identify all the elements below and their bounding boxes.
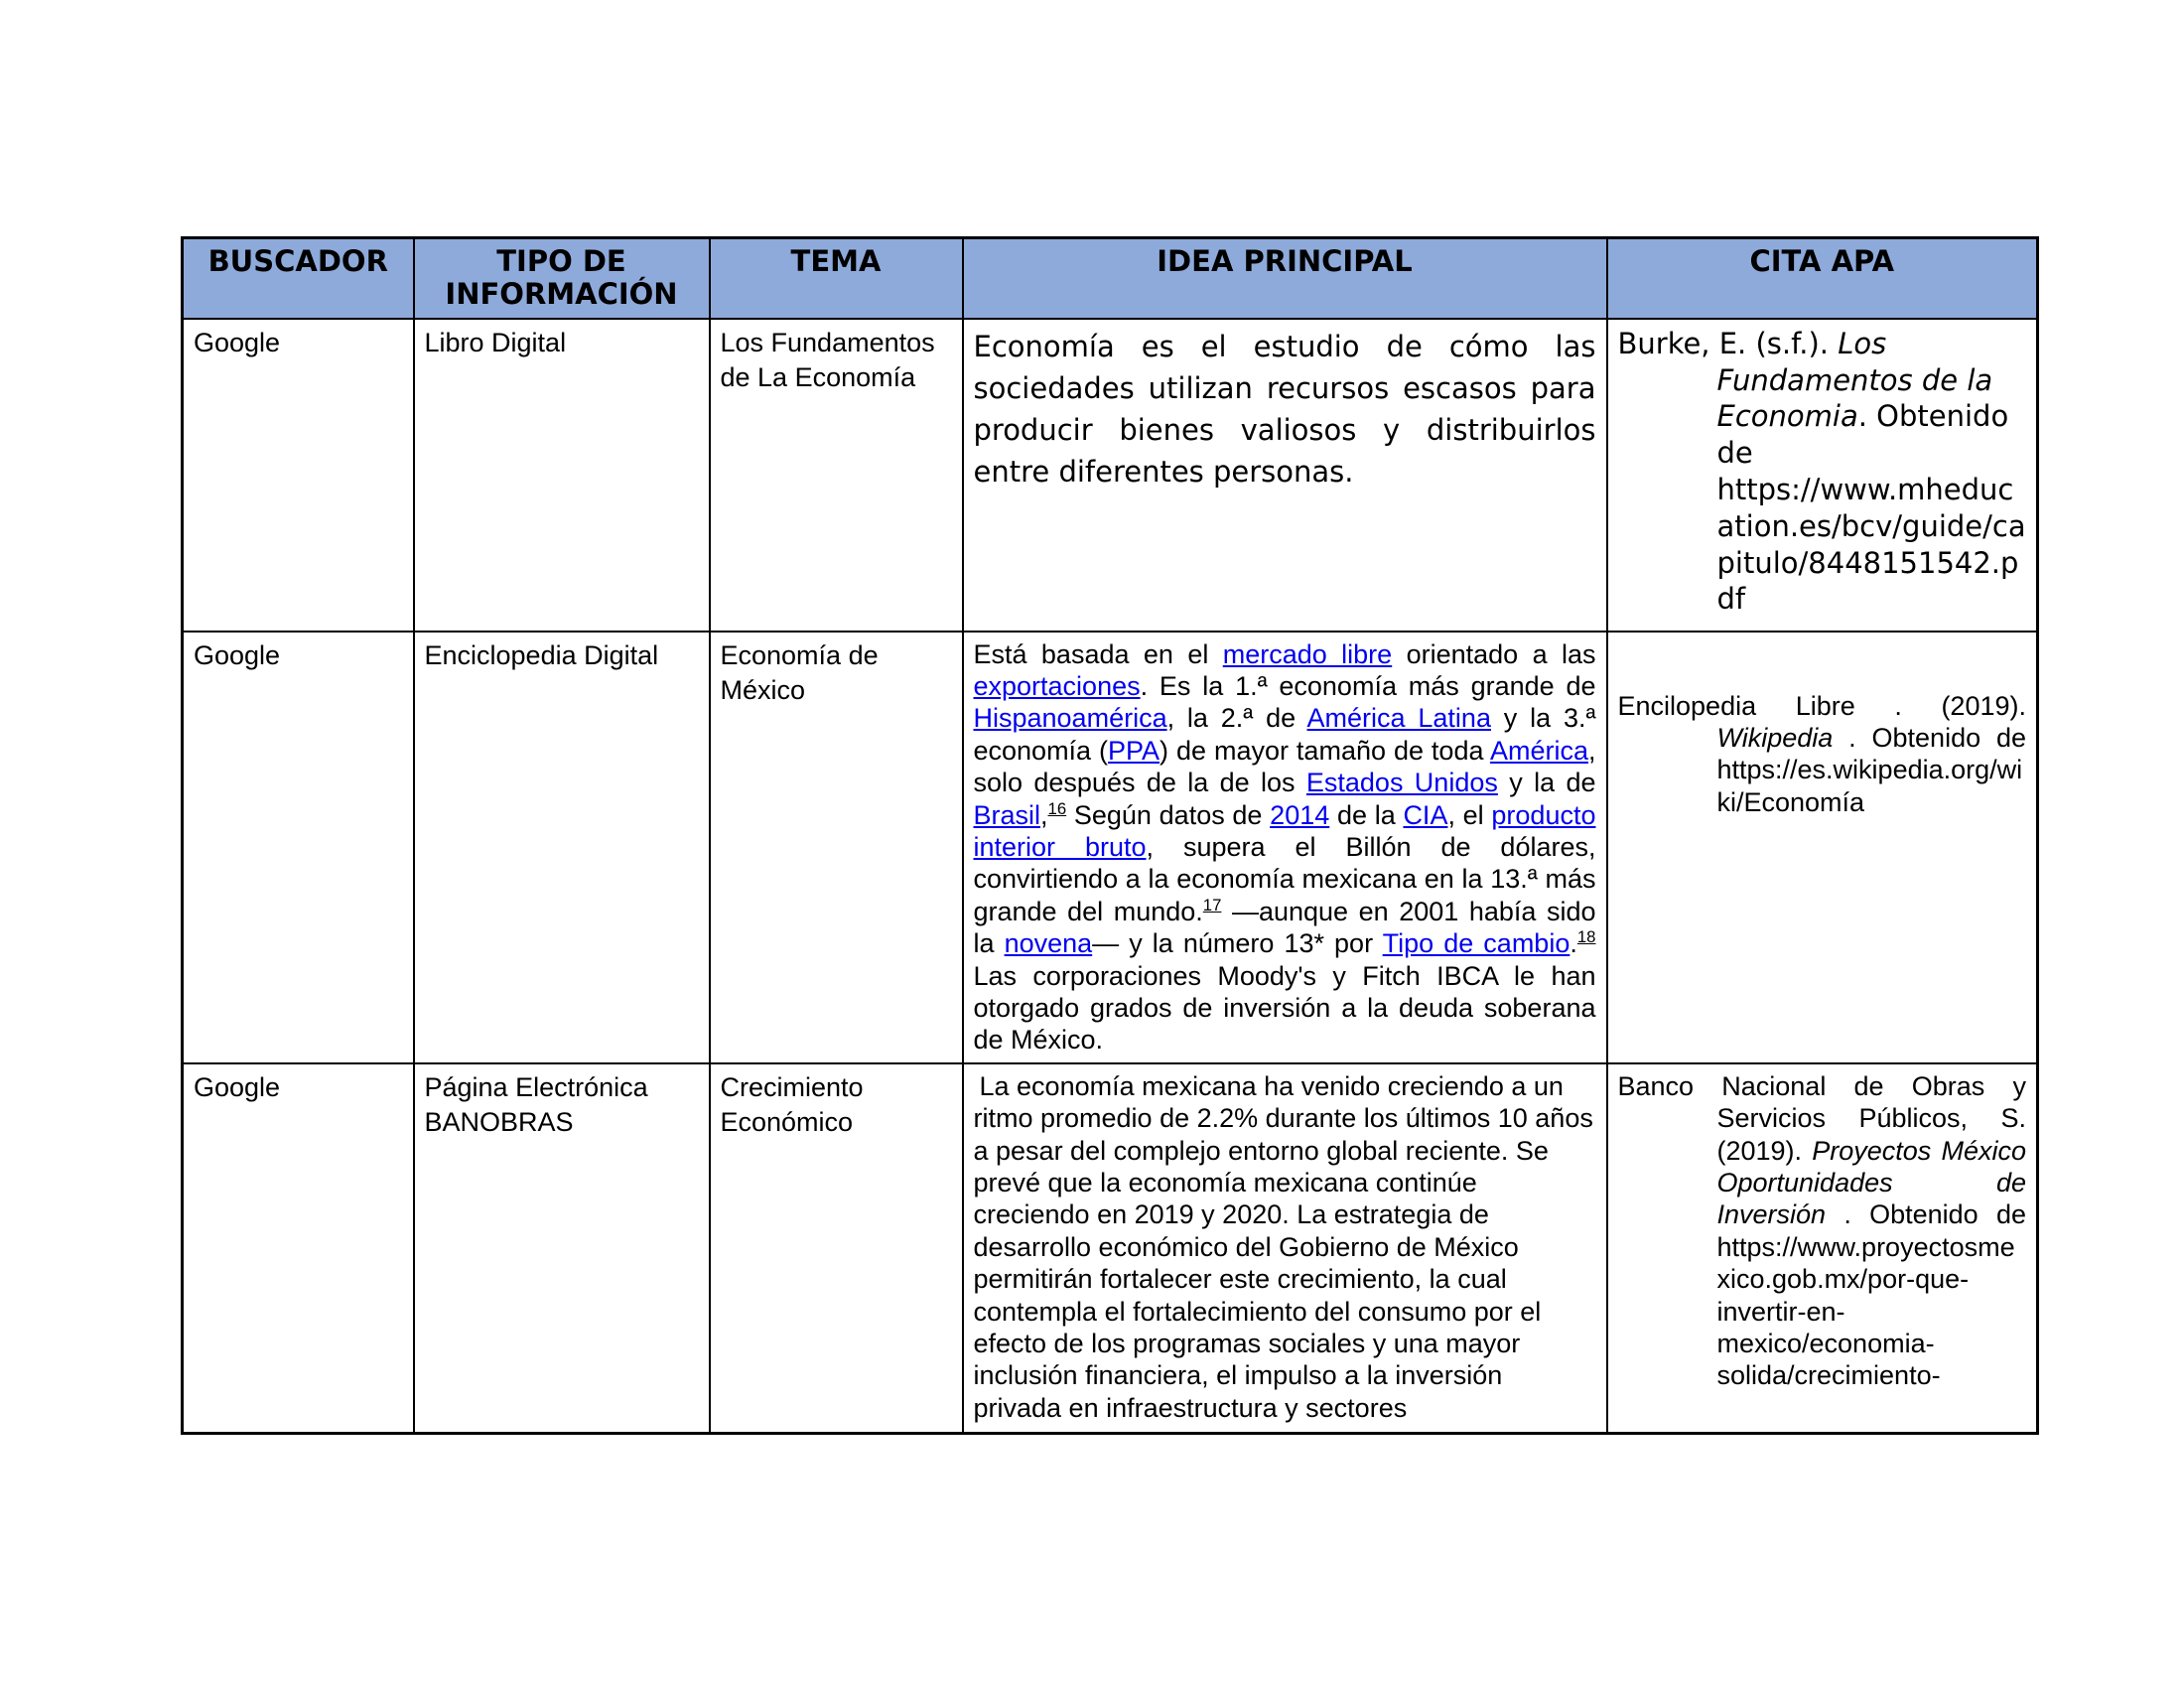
cell-buscador: Google [183,632,414,1063]
text-run: . Es la 1.ª economía más grande de [1140,671,1596,702]
table-row [183,319,2038,632]
header-row [183,238,2038,319]
apa-citation [1618,690,2027,819]
hyperlink[interactable]: Brasil [973,799,1041,830]
col-header-tema: TEMA [710,238,963,319]
idea-paragraph [974,326,1596,492]
text-run: Según datos de [1066,799,1271,830]
text-run: Encilopedia Libre . (2019). [1617,690,2026,721]
cell-buscador: Google [183,319,414,632]
text-run: y la de [1497,768,1596,798]
text-run: Economía es el estudio de cómo las sociedades utilizan recursos escasos para producir bienes valiosos y distribuirlos entre diferentes personas. [973,329,1596,489]
text-run: Está basada en el [973,638,1223,669]
hyperlink[interactable]: PPA [1108,735,1160,766]
text-run: Burke, E. (s.f.). [1617,326,1839,360]
hyperlink[interactable]: CIA [1403,799,1448,830]
text-run: — y la número 13* por [1092,928,1383,959]
cell-tipo-informacion: Libro Digital [414,319,710,632]
cell-tema: Los Fundamentos de La Economía [710,319,963,632]
text-run: La economía mexicana ha venido creciendo a un ritmo promedio de 2.2% durante los últimos 10 años a pesar del complejo entorno global reciente. Se prevé que la economía mexicana continúe creciendo en 2019 y 2020. La estrategia de desarrollo económico del Gobierno de México permitirán fortalecer este crecimiento, la cual contempla el fortalecimiento del consumo por el efecto de los programas sociales y una mayor inclusión financiera, el impulso a la inversión privada en infraestructura y sectores [973,1070,1593,1423]
text-run: Banco Nacional de Obras y Servicios Públicos, S. (2019). [1617,1070,2026,1166]
text-run: ) de mayor tamaño de toda [1160,735,1490,766]
hyperlink[interactable]: América Latina [1306,703,1491,734]
text-run: . Obtenido de https://es.wikipedia.org/wiki/Economía [1716,723,2026,817]
apa-citation [1618,326,2027,619]
cell-idea-principal [963,319,1607,632]
hyperlink[interactable]: Estados Unidos [1305,768,1498,798]
italic-title: Wikipedia [1716,723,1834,754]
text-run: , [1040,799,1048,830]
hyperlink[interactable]: Hispanoamérica [973,703,1167,734]
table-row [183,632,2038,1063]
cell-tipo-informacion: Página Electrónica BANOBRAS [414,1063,710,1434]
cell-buscador: Google [183,1063,414,1434]
apa-citation [1618,1070,2027,1392]
cell-cita-apa [1607,319,2038,632]
cell-idea-principal [963,1063,1607,1434]
text-run: . [1570,928,1577,959]
hyperlink[interactable]: exportaciones [973,671,1141,702]
cell-idea-principal [963,632,1607,1063]
text-run: de la [1329,799,1404,830]
text-run: . Obtenido de https://www.proyectosmexico.gob.mx/por-que-invertir-en-mexico/economia-solida/crecimiento- [1716,1199,2026,1391]
text-run: Las corporaciones Moody's y Fitch IBCA le han otorgado grados de inversión a la deuda soberana de México. [973,960,1596,1055]
col-header-cita-apa: CITA APA [1607,238,2038,319]
cell-cita-apa [1607,1063,2038,1434]
cell-tema: Crecimiento Económico [710,1063,963,1434]
table-row [183,1063,2038,1434]
footnote-ref[interactable]: 18 [1576,927,1596,947]
text-run: , supera el Billón de dólares, convirtiendo a la economía mexicana en la 13.ª más grande del mundo. [973,832,1596,926]
italic-title: Proyectos México Oportunidades de Inversión [1716,1135,2026,1230]
footnote-ref[interactable]: 17 [1202,895,1222,914]
text-run: —aunque en 2001 había sido la [973,896,1596,959]
col-header-idea-principal: IDEA PRINCIPAL [963,238,1607,319]
text-run: , el [1447,799,1492,830]
hyperlink[interactable]: 2014 [1270,799,1330,830]
text-run: , solo después de la de los [973,735,1596,798]
hyperlink[interactable]: mercado libre [1222,638,1393,669]
idea-paragraph [974,638,1596,1056]
research-sources-table [181,236,2039,1435]
hyperlink[interactable]: novena [1004,928,1093,959]
cell-tipo-informacion: Enciclopedia Digital [414,632,710,1063]
text-run: orientado a las [1392,638,1596,669]
hyperlink[interactable]: América [1489,735,1588,766]
col-header-buscador: BUSCADOR [183,238,414,319]
cell-cita-apa [1607,632,2038,1063]
cell-tema: Economía de México [710,632,963,1063]
hyperlink[interactable]: Tipo de cambio [1382,928,1570,959]
italic-title: Los Fundamentos de la Economia [1716,326,1993,434]
col-header-tipo-de-informacion: TIPO DE INFORMACIÓN [414,238,710,319]
hyperlink[interactable]: producto interior bruto [973,799,1596,863]
idea-paragraph [974,1070,1596,1424]
text-run: . Obtenido de https://www.mheducation.es/bcv/guide/capitulo/8448151542.pdf [1716,399,2026,617]
text-run: y la 3.ª economía ( [973,703,1596,766]
footnote-ref[interactable]: 16 [1047,798,1067,818]
text-run: , la 2.ª de [1166,703,1307,734]
